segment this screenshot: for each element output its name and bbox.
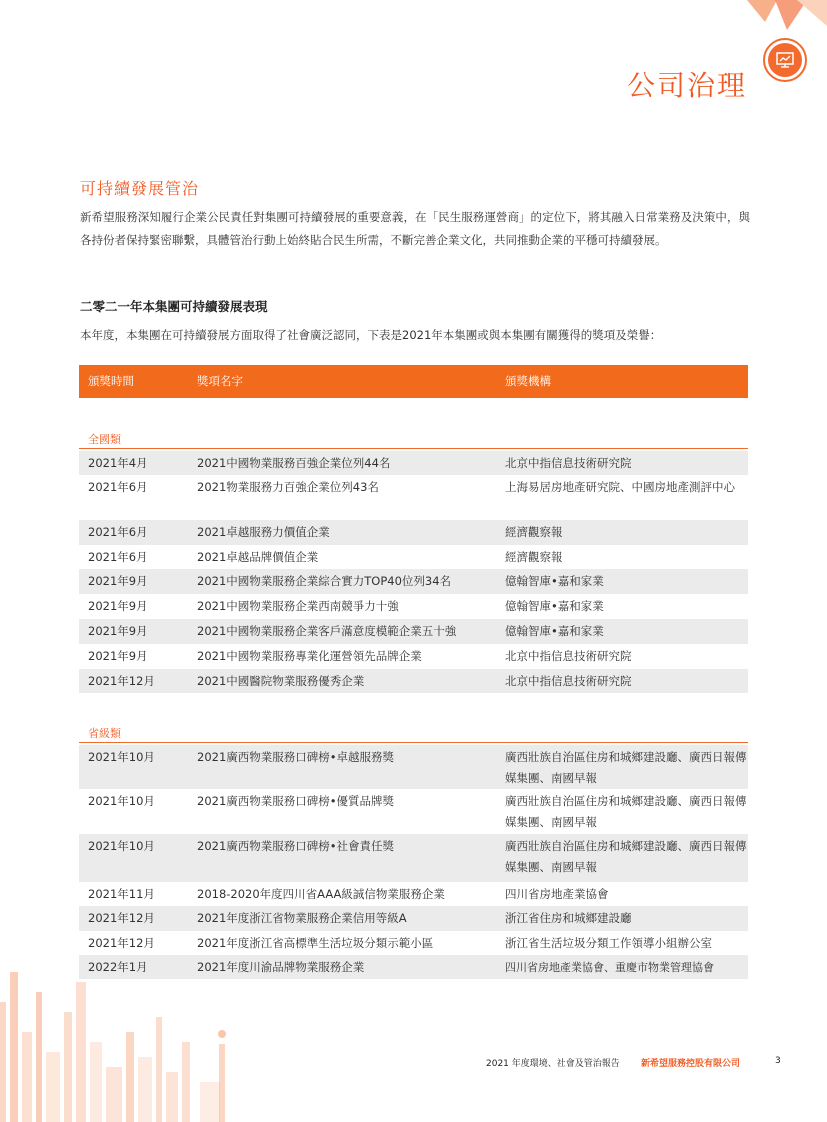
- table-row: [79, 520, 748, 545]
- cell-date: 2021年6月: [88, 525, 148, 539]
- cell-award: 2021中國物業服務百強企業位列44名: [197, 456, 391, 470]
- cell-date: 2021年12月: [88, 936, 155, 950]
- cell-award: 2021中國醫院物業服務優秀企業: [197, 674, 365, 688]
- table-header: [79, 365, 748, 398]
- cell-award: 2021廣西物業服務口碑榜•社會責任獎: [197, 839, 395, 853]
- header-date: 頒獎時間: [88, 374, 134, 388]
- cell-date: 2021年6月: [88, 550, 148, 564]
- cell-org: 廣西壯族自治區住房和城鄉建設廳、廣西日報傳媒集團、南國早報: [505, 839, 747, 874]
- cell-date: 2021年9月: [88, 649, 148, 663]
- category-national: 全國類: [88, 433, 121, 446]
- cell-date: 2021年10月: [88, 794, 155, 808]
- section-title: 可持續發展管治: [80, 179, 200, 198]
- cell-award: 2021年度川渝品牌物業服務企業: [197, 960, 365, 974]
- cell-date: 2021年9月: [88, 599, 148, 613]
- chart-presentation-icon: [763, 38, 807, 82]
- cell-org: 浙江省生活垃圾分類工作領導小組辦公室: [505, 936, 712, 950]
- cell-award: 2021中國物業服務專業化運營領先品牌企業: [197, 649, 422, 663]
- top-decoration: [737, 0, 827, 40]
- cell-award: 2021廣西物業服務口碑榜•優質品牌獎: [197, 794, 395, 808]
- category-divider: [79, 742, 748, 743]
- cell-org: 經濟觀察報: [505, 550, 563, 564]
- cell-date: 2021年9月: [88, 624, 148, 638]
- sub-description: 本年度，本集團在可持續發展方面取得了社會廣泛認同，下表是2021年本集團或與本集團有關獲得的獎項及榮譽：: [80, 328, 662, 342]
- table-row: [79, 475, 748, 520]
- cell-org: 北京中指信息技術研究院: [505, 649, 632, 663]
- table-row: [79, 789, 748, 834]
- cell-date: 2021年4月: [88, 456, 148, 470]
- table-row: [79, 834, 748, 882]
- footer-company: 新希望服務控股有限公司: [641, 1059, 741, 1069]
- cell-org: 四川省房地產業協會、重慶市物業管理協會: [505, 961, 714, 974]
- header-award: 獎項名字: [197, 374, 243, 388]
- table-row: [79, 882, 748, 906]
- table-row: [79, 619, 748, 644]
- cell-org: 北京中指信息技術研究院: [505, 456, 632, 470]
- table-row: [79, 451, 748, 475]
- cell-org: 經濟觀察報: [505, 525, 563, 539]
- cell-award: 2021中國物業服務企業客戶滿意度模範企業五十強: [197, 624, 457, 638]
- intro-paragraph: 新希望服務深知履行企業公民責任對集團可持續發展的重要意義，在「民生服務運營商」的定位下，將其融入日常業務及決策中，與各持份者保持緊密聯繫，具體管治行動上始終貼合民生所需，不斷完善企業文化，共同推動企業的平穩可持續發展。: [80, 210, 750, 247]
- table-row: [79, 906, 748, 931]
- cell-date: 2022年1月: [88, 960, 148, 974]
- table-row: [79, 594, 748, 619]
- page-number: 3: [775, 1056, 781, 1066]
- cell-award: 2021廣西物業服務口碑榜•卓越服務獎: [197, 750, 395, 764]
- category-divider: [79, 448, 748, 449]
- sub-heading: 二零二一年本集團可持續發展表現: [80, 299, 268, 314]
- cell-award: 2021年度浙江省高標準生活垃圾分類示範小區: [197, 936, 434, 950]
- footer-report-title: 2021 年度環境、社會及管治報告: [486, 1059, 620, 1069]
- cell-award: 2021物業服務力百強企業位列43名: [197, 480, 379, 494]
- cell-org: 億翰智庫•嘉和家業: [505, 599, 604, 613]
- cell-award: 2021中國物業服務企業西南競爭力十強: [197, 599, 399, 613]
- cell-org: 億翰智庫•嘉和家業: [505, 624, 604, 638]
- cell-award: 2021卓越服務力價值企業: [197, 525, 330, 539]
- cell-org: 廣西壯族自治區住房和城鄉建設廳、廣西日報傳媒集團、南國早報: [505, 750, 747, 785]
- cell-date: 2021年10月: [88, 750, 155, 764]
- page-title: 公司治理: [626, 69, 747, 102]
- cell-award: 2018-2020年度四川省AAA級誠信物業服務企業: [197, 887, 445, 901]
- header-org: 頒獎機構: [505, 374, 551, 388]
- cell-date: 2021年11月: [88, 887, 155, 901]
- cell-award: 2021年度浙江省物業服務企業信用等級A: [197, 911, 407, 925]
- table-row: [79, 931, 748, 955]
- cell-date: 2021年6月: [88, 480, 148, 494]
- table-row: [79, 545, 748, 569]
- table-row: [79, 745, 748, 789]
- cell-org: 廣西壯族自治區住房和城鄉建設廳、廣西日報傳媒集團、南國早報: [505, 794, 747, 829]
- cell-org: 上海易居房地產研究院、中國房地產測評中心: [505, 480, 735, 494]
- category-provincial: 省級類: [88, 727, 121, 740]
- cell-date: 2021年10月: [88, 839, 155, 853]
- table-row: [79, 644, 748, 669]
- cell-award: 2021中國物業服務企業綜合實力TOP40位列34名: [197, 574, 452, 588]
- cell-org: 億翰智庫•嘉和家業: [505, 574, 604, 588]
- cell-date: 2021年9月: [88, 574, 148, 588]
- cell-org: 北京中指信息技術研究院: [505, 674, 632, 688]
- cell-award: 2021卓越品牌價值企業: [197, 550, 319, 564]
- cell-org: 浙江省住房和城鄉建設廳: [505, 911, 632, 925]
- cell-org: 四川省房地產業協會: [505, 887, 609, 901]
- table-row: [79, 569, 748, 594]
- table-row: [79, 669, 748, 693]
- cell-date: 2021年12月: [88, 674, 155, 688]
- city-skyline-decoration: [0, 972, 240, 1122]
- cell-date: 2021年12月: [88, 911, 155, 925]
